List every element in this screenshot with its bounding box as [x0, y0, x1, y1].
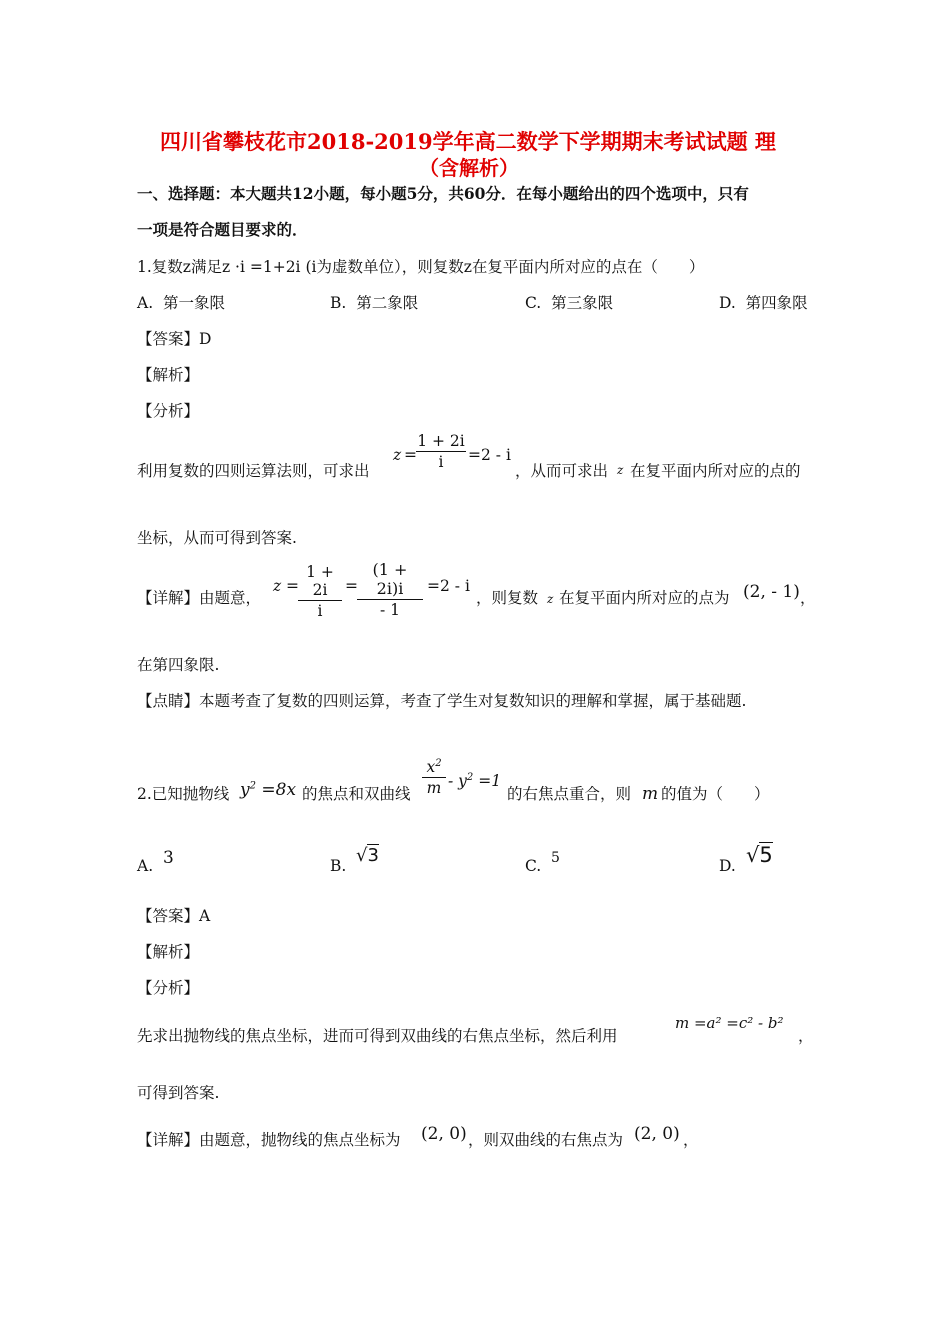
q1-detail-rhs: =2 - i [427, 577, 470, 595]
q2-hyp-rest-exp: 2 [466, 772, 474, 783]
q1-analysis-line2: 坐标，从而可得到答案. [137, 529, 297, 547]
q2-hyp-den: m [426, 779, 442, 798]
q1-option-b [330, 291, 418, 313]
q2-hyp-num [422, 758, 446, 776]
q1-detail-point: (2, - 1) [743, 582, 800, 602]
q2-jiexi-label: 【解析】 [137, 943, 200, 961]
q1-analysis-frac-num: 1 + 2i [417, 432, 465, 450]
q2-stem-end: 的值为（ ） [661, 785, 770, 803]
q1-option-c-letter: C. [525, 294, 542, 312]
q1-analysis-text-post2: 在复平面内所对应的点的 [630, 462, 801, 480]
q1-detail-frac2-num: (1 + 2i)i [372, 560, 408, 598]
q1-detail-line2: 在第四象限. [137, 656, 220, 674]
q1-detail-eq2: = [345, 577, 358, 595]
q1-option-c [525, 291, 613, 313]
q1-stem: 1.复数z满足z ·i =1+2i (i为虚数单位），则复数z在复平面内所对应的点在（ ） [137, 258, 705, 276]
q2-detail-point1: (2, 0) [421, 1124, 467, 1144]
q1-analysis-rhs: =2 - i [468, 446, 511, 464]
q1-analysis-frac-bar [416, 451, 466, 452]
q2-detail-point2: (2, 0) [634, 1124, 680, 1144]
q1-option-b-letter: B. [330, 294, 347, 312]
q2-option-b [330, 857, 346, 875]
q2-m-var: m [642, 784, 659, 804]
q1-detail-frac2-den: - 1 [379, 601, 401, 619]
q2-detail-mid: ，则双曲线的右焦点为 [468, 1131, 624, 1149]
q1-detail-eq: = [286, 577, 299, 595]
q1-analysis-fraction [416, 432, 466, 471]
q2-stem-mid: 的焦点和双曲线 [302, 785, 411, 803]
q1-option-d-letter: D. [719, 294, 736, 312]
q1-detail-frac1-den: i [317, 602, 323, 620]
q2-parabola-rhs: =8x [261, 780, 297, 800]
q2-hyp-num-x: x [426, 758, 436, 777]
q1-detail-mid: ，则复数 [476, 589, 539, 607]
q1-detail-fraction1 [298, 563, 342, 620]
q2-parabola-exp: 2 [249, 780, 256, 792]
q2-option-c [525, 857, 541, 875]
q2-stem-mid2: 的右焦点重合，则 [507, 785, 632, 803]
q1-detail-fraction2 [357, 560, 423, 619]
q1-fenxi-label: 【分析】 [137, 402, 200, 420]
q1-comment: 【点睛】本题考查了复数的四则运算，考查了学生对复数知识的理解和掌握，属于基础题. [137, 692, 747, 710]
q2-option-a-value: 3 [163, 848, 174, 868]
q2-stem-pre: 2.已知抛物线 [137, 785, 230, 803]
section-heading-line2: 一项是符合题目要求的． [137, 220, 308, 239]
q1-detail-end: ， [800, 589, 816, 607]
q2-fenxi-label: 【分析】 [137, 979, 200, 997]
q1-jiexi-label: 【解析】 [137, 366, 200, 384]
q2-option-a [137, 857, 153, 875]
q2-parabola [240, 780, 296, 800]
q1-detail-frac1-bar [298, 600, 342, 601]
q1-detail-z2: z [547, 592, 554, 606]
q1-option-d [719, 291, 808, 313]
q2-option-c-letter: C. [525, 857, 542, 875]
q1-detail-pre: 【详解】由题意， [137, 589, 262, 607]
q2-option-d-letter: D. [719, 857, 736, 875]
q2-option-d [719, 857, 736, 875]
q1-option-a-letter: A. [137, 294, 154, 312]
q1-analysis-eq: = [404, 446, 417, 464]
q1-option-a [137, 291, 225, 313]
q2-option-b-letter: B. [330, 857, 347, 875]
q2-hyperbola-rest [448, 772, 501, 790]
q2-hyp-rest: - y [448, 772, 467, 791]
document-title-line2: （含解析） [419, 156, 519, 180]
q2-analysis-formula: m =a² =c² - b² [675, 1014, 784, 1032]
q1-answer: 【答案】D [137, 330, 212, 348]
q1-analysis-frac-den: i [438, 453, 444, 471]
q1-option-b-text: 第二象限 [356, 294, 419, 312]
document-title-line1: 四川省攀枝花市2018-2019学年高二数学下学期期末考试试题 理 [160, 129, 776, 154]
q2-answer: 【答案】A [137, 907, 211, 925]
section-heading-line1: 一、选择题：本大题共12小题，每小题5分，共60分．在每小题给出的四个选项中，只有 [137, 184, 749, 203]
q2-detail-end: ， [683, 1131, 699, 1149]
q1-detail-z: z [273, 577, 282, 595]
q2-option-b-radicand: 3 [367, 845, 379, 866]
q1-analysis-text-post: ，从而可求出 [515, 462, 609, 480]
q1-option-a-text: 第一象限 [162, 294, 225, 312]
q2-hyp-rhs: =1 [478, 772, 502, 791]
q2-option-a-letter: A. [137, 857, 154, 875]
q1-option-d-text: 第四象限 [745, 294, 808, 312]
q2-option-c-value: 5 [551, 850, 560, 866]
q2-hyp-num-exp: 2 [435, 758, 442, 769]
q2-detail-pre: 【详解】由题意，抛物线的焦点坐标为 [137, 1131, 401, 1149]
q2-option-d-radicand: 5 [759, 843, 773, 867]
q2-analysis-pre: 先求出抛物线的焦点坐标，进而可得到双曲线的右焦点坐标，然后利用 [137, 1027, 618, 1045]
q2-analysis-end: ， [798, 1027, 814, 1045]
q2-hyp-bar [422, 777, 446, 778]
q2-parabola-y: y [240, 780, 250, 800]
q1-detail-frac2-bar [357, 599, 423, 600]
q2-option-b-value: √3 [356, 845, 379, 866]
q2-hyperbola-fraction [422, 758, 446, 797]
q1-detail-mid2: 在复平面内所对应的点为 [559, 589, 730, 607]
q1-option-c-text: 第三象限 [551, 294, 614, 312]
q2-analysis-line2: 可得到答案. [137, 1084, 220, 1102]
q1-analysis-z2: z [617, 463, 624, 477]
q1-detail-frac1-num: 1 + 2i [306, 563, 334, 599]
q2-option-d-value: √5 [746, 843, 773, 867]
q1-analysis-z: z [393, 446, 402, 464]
q1-analysis-text-pre: 利用复数的四则运算法则，可求出 [137, 462, 370, 480]
